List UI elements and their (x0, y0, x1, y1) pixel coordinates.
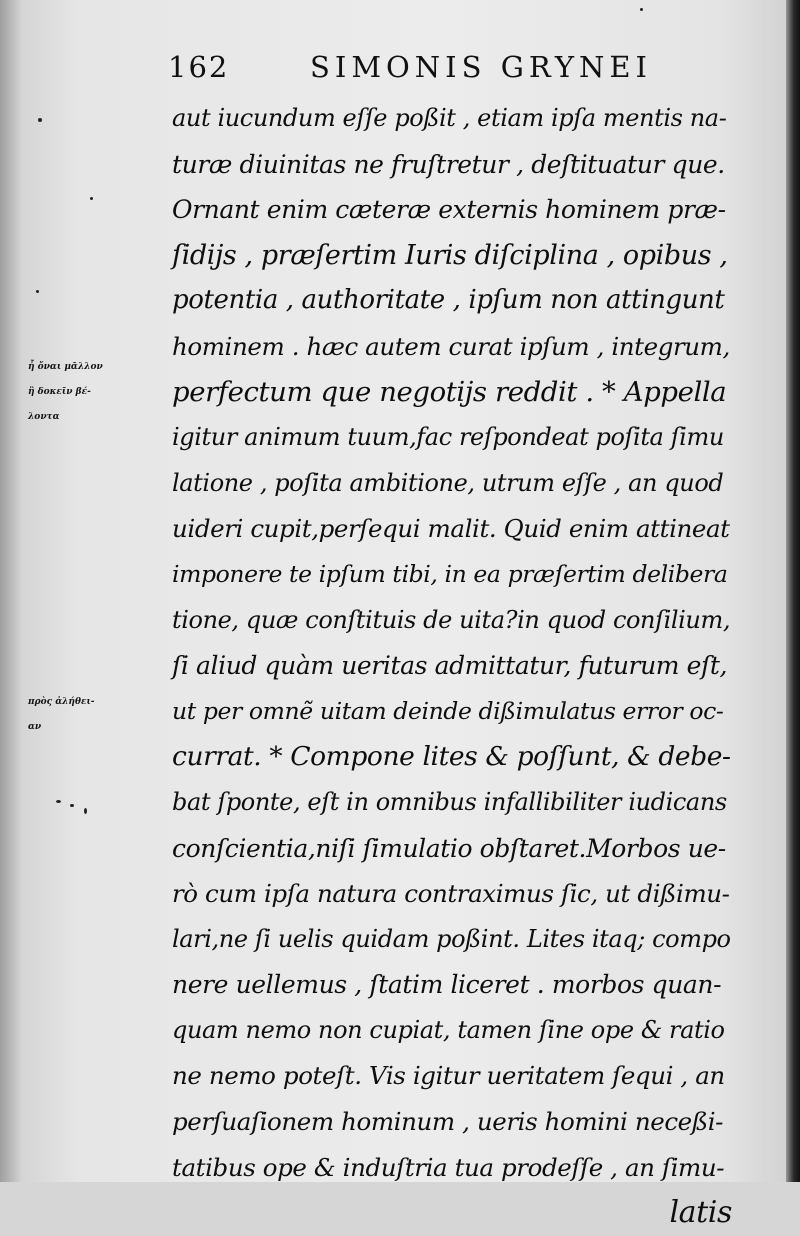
text-line: perſuaſionem hominum , ueris homini neceßi- (172, 1107, 724, 1137)
text-line: aut iucundum eſſe poßit , etiam ipſa mentis na- (172, 104, 727, 132)
running-head-title: SIMONIS GRYNEI (310, 50, 652, 84)
text-line: potentia , authoritate , ipſum non attingunt (172, 285, 725, 316)
margin-note-line: λοντα (28, 412, 60, 422)
text-line: hominem . hæc autem curat ipſum , integrum, (172, 331, 730, 361)
page-edge-shadow (786, 0, 800, 1182)
text-line: igitur animum tuum,fac reſpondeat poſita ſimu (172, 423, 724, 452)
ink-speck (38, 118, 42, 122)
text-line: tione, quæ conſtituis de uita?in quod conſilium, (172, 605, 731, 634)
ink-speck (90, 197, 93, 200)
text-line: ut per omnẽ uitam deinde dißimulatus error oc- (172, 696, 724, 725)
text-line: nere uellemus , ſtatim liceret . morbos quan- (172, 970, 722, 1000)
text-line: bat ſponte, eſt in omnibus infallibiliter iudicans (172, 787, 727, 816)
margin-note-1 (28, 355, 168, 430)
margin-note-line: αν (28, 722, 42, 732)
ink-speck (70, 804, 74, 807)
running-head (168, 50, 728, 88)
margin-note-line: ἢ δοκεῖν βέ- (28, 387, 91, 397)
text-line: currat. * Compone lites & poſſunt, & debe- (172, 741, 731, 773)
margin-note-2 (28, 690, 168, 740)
catchword: latis (669, 1195, 732, 1231)
text-line: ne nemo poteſt. Vis igitur ueritatem ſequi , an (172, 1061, 725, 1091)
text-line: imponere te ipſum tibi, in ea præſertim delibera (172, 559, 728, 588)
text-line: ſidijs , præſertim Iuris diſciplina , opibus , (172, 239, 728, 271)
page-number: 162 (168, 50, 230, 84)
body-text (172, 96, 732, 1236)
page-gutter-shadow (0, 0, 22, 1182)
ink-speck (56, 800, 61, 803)
text-line: ſi aliud quàm ueritas admittatur, futurum eſt, (172, 651, 728, 681)
text-line: lari,ne ſi uelis quidam poßint. Lites itaq; compo (172, 924, 731, 953)
ink-speck (84, 808, 87, 814)
ink-speck (36, 290, 39, 293)
text-line: latione , poſita ambitione, utrum eſſe , an quod (172, 468, 724, 497)
text-line: perfectum que negotijs reddit . * Appella (172, 375, 727, 408)
text-line: quam nemo non cupiat, tamen ſine ope & ratio (172, 1015, 725, 1044)
ink-speck (640, 8, 643, 11)
text-line: rò cum ipſa natura contraximus ſic, ut dißimu- (172, 879, 730, 909)
text-line: turæ diuinitas ne fruſtretur , deſtituatur que. (172, 149, 725, 179)
text-line: tatibus ope & induſtria tua prodeſſe , an ſimu- (172, 1152, 725, 1182)
margin-note-line: πρὸς ἀλήθει- (28, 697, 95, 707)
text-line: Ornant enim cæteræ externis hominem præ- (172, 195, 726, 225)
text-line: uideri cupit,perſequi malit. Quid enim attineat (172, 514, 730, 544)
text-line: conſcientia,niſi ſimulatio obſtaret.Morbos ue- (172, 833, 726, 863)
margin-note-line: ἦ ὄναι μᾶλλον (28, 362, 103, 372)
